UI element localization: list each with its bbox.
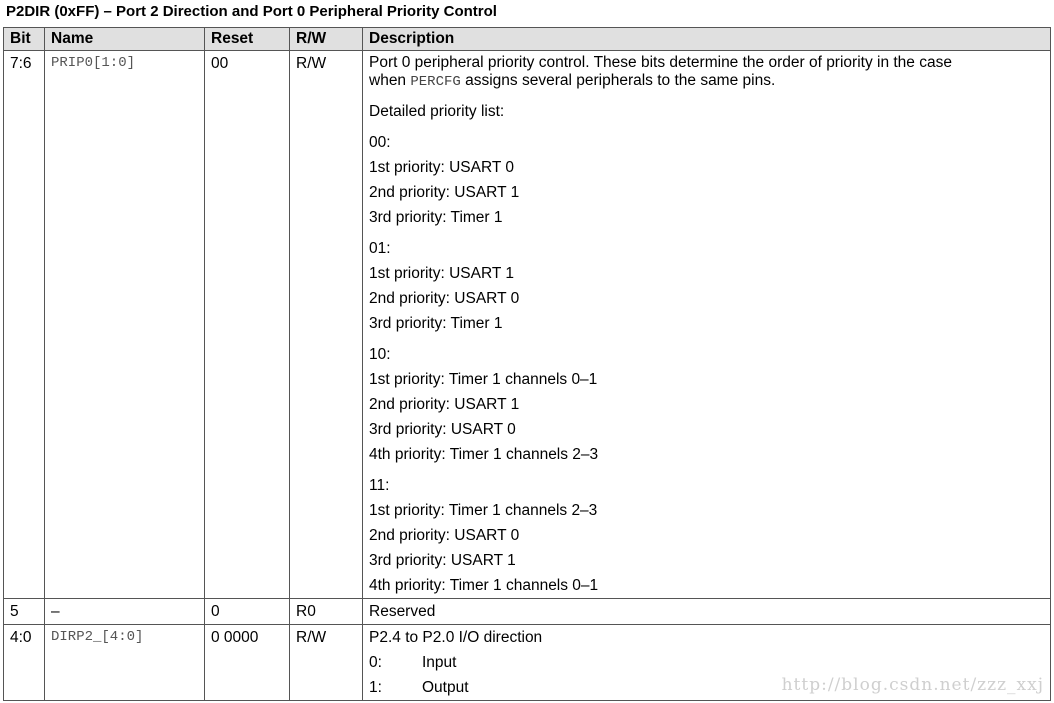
option-value: Input [422,654,457,671]
cell-rw: R/W [290,51,363,599]
header-name: Name [45,28,205,51]
cell-reset: 0 0000 [205,625,290,701]
header-description: Description [363,28,1051,51]
option-value: Output [422,679,469,696]
description-intro [369,51,1044,93]
table-header-row [4,28,1051,51]
priority-line: 1st priority: USART 1 [369,265,515,282]
priority-line: 3rd priority: USART 1 [369,552,516,569]
priority-line: 1st priority: Timer 1 channels 2–3 [369,502,598,519]
intro-text: assigns several peripherals to the same pins. [460,72,776,89]
register-title: P2DIR (0xFF) – Port 2 Direction and Port 0 Peripheral Priority Control [6,3,497,20]
table-row [4,51,1051,599]
priority-line: 4th priority: Timer 1 channels 0–1 [369,577,599,594]
priority-code: 10: [369,346,391,363]
percfg-code: PERCFG [410,74,461,90]
cell-reset: 0 [205,599,290,625]
header-rw: R/W [290,28,363,51]
priority-group [369,236,1044,336]
header-reset: Reset [205,28,290,51]
priority-group [369,130,1044,230]
direction-option [369,650,1044,675]
priority-code: 01: [369,240,391,257]
priority-line: 3rd priority: Timer 1 [369,209,503,226]
intro-text: when [369,72,411,89]
priority-code: 00: [369,134,391,151]
table-row [4,599,1051,625]
cell-reset: 00 [205,51,290,599]
priority-line: 2nd priority: USART 1 [369,184,520,201]
priority-group [369,342,1044,467]
cell-name: PRIP0[1:0] [45,51,205,599]
cell-description: Reserved [363,599,1051,625]
priority-line: 3rd priority: Timer 1 [369,315,503,332]
intro-line: Port 0 peripheral priority control. These bits determine the order of priority in the case [369,54,952,71]
register-table [3,27,1051,701]
priority-group [369,473,1044,598]
cell-bit: 5 [4,599,45,625]
priority-code: 11: [369,477,390,494]
priority-line: 2nd priority: USART 1 [369,396,520,413]
option-key: 1: [369,679,382,696]
intro-line [369,72,1044,91]
cell-bit: 4:0 [4,625,45,701]
priority-line: 3rd priority: USART 0 [369,421,516,438]
priority-line: 1st priority: Timer 1 channels 0–1 [369,371,598,388]
cell-description [363,51,1051,599]
priority-line: 2nd priority: USART 0 [369,527,520,544]
header-bit: Bit [4,28,45,51]
cell-rw: R/W [290,625,363,701]
cell-rw: R0 [290,599,363,625]
priority-line: 4th priority: Timer 1 channels 2–3 [369,446,599,463]
detail-label: Detailed priority list: [369,103,505,120]
priority-line: 1st priority: USART 0 [369,159,515,176]
option-key: 0: [369,654,382,671]
cell-name: – [45,599,205,625]
cell-name: DIRP2_[4:0] [45,625,205,701]
description-text: P2.4 to P2.0 I/O direction [369,629,543,646]
priority-line: 2nd priority: USART 0 [369,290,520,307]
cell-bit: 7:6 [4,51,45,599]
watermark: http://blog.csdn.net/zzz_xxj [781,675,1044,695]
